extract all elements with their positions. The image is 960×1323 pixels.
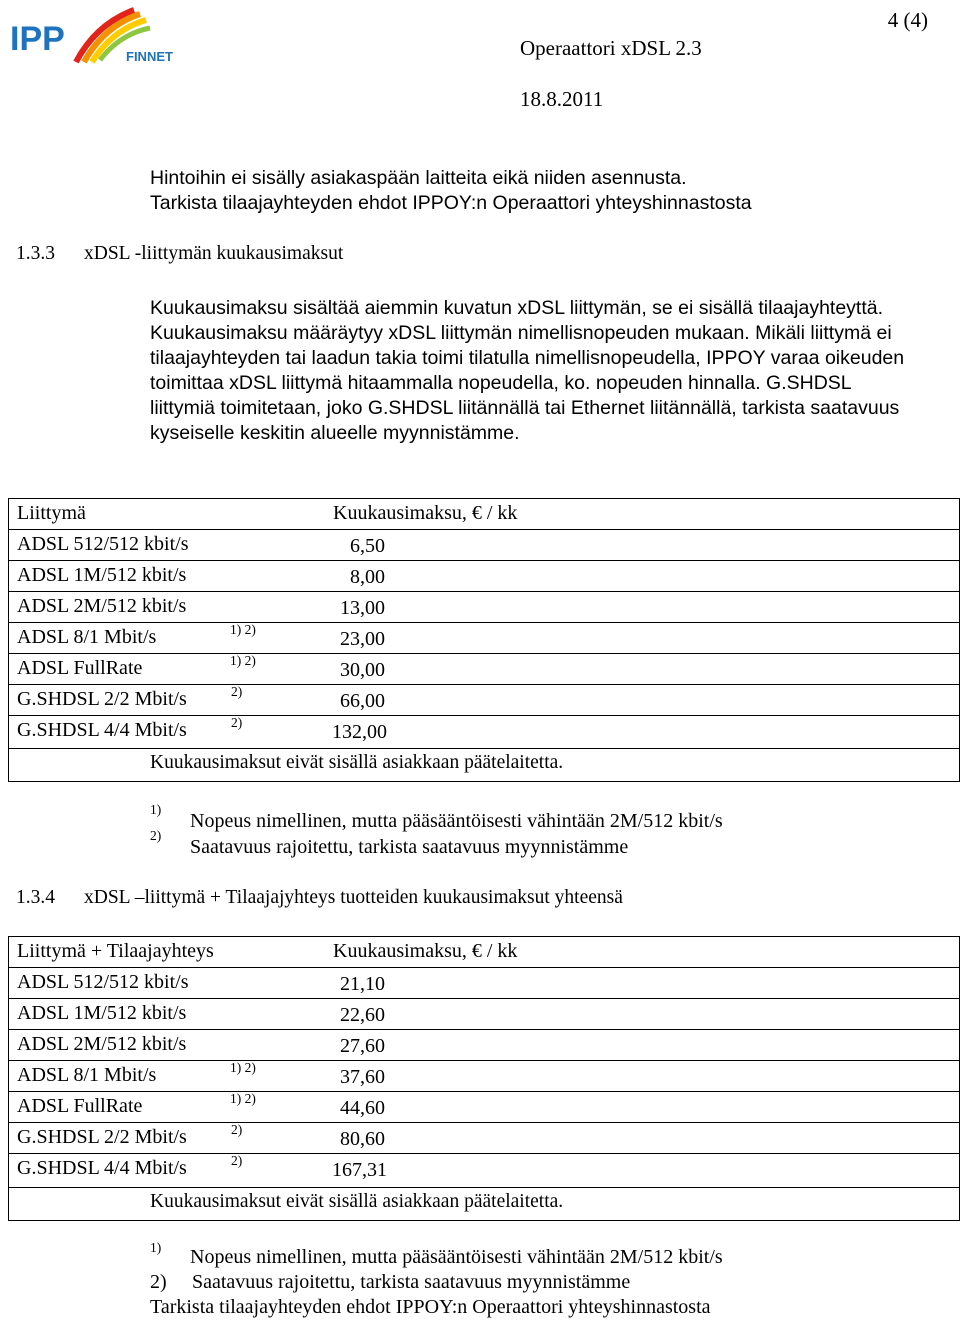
table-row [9,684,959,715]
price-table-xdsl [8,498,960,782]
table-header-row [9,936,959,967]
row-footnote-mark: 2) [231,1122,243,1137]
row-name: G.SHDSL 4/4 Mbit/s [17,719,187,741]
price-table-xdsl-with-line [8,936,960,1221]
row-name: ADSL 8/1 Mbit/s [17,1064,157,1086]
ipp-finnet-logo [6,4,176,66]
page-number: 4 (4) [887,8,928,32]
table-note: Kuukausimaksut eivät sisällä asiakkaan päätelaitetta. [150,752,564,773]
table-note: Kuukausimaksut eivät sisällä asiakkaan päätelaitetta. [150,1191,564,1212]
row-footnote-mark: 1) 2) [230,653,256,668]
row-name: ADSL 2M/512 kbit/s [17,595,187,617]
table-header-row [9,498,959,529]
table-row [9,967,959,998]
footnote-mark: 2) [150,828,162,843]
table-row [9,591,959,622]
footnote-mark: 2) [150,1271,167,1293]
row-price: 13,00 [340,597,385,619]
paragraph-line: tilaajayhteyden tai laadun takia toimi tilatulla nimellisnopeudella, IPPOY varaa oikeuden [150,347,905,369]
footnote-text: Saatavuus rajoitettu, tarkista saatavuus myynnistämme [190,836,629,858]
paragraph-line: Kuukausimaksu sisältää aiemmin kuvatun xDSL liittymän, se ei sisällä tilaajayhteyttä. [150,297,884,319]
table-row [9,1122,959,1153]
row-footnote-mark: 1) 2) [230,1091,256,1106]
table-note-row [9,748,959,782]
row-footnote-mark: 2) [231,715,243,730]
row-footnote-mark: 1) 2) [230,1060,256,1075]
footnote-text: Nopeus nimellinen, mutta pääsääntöisesti vähintään 2M/512 kbit/s [190,1246,723,1268]
section-number: 1.3.4 [16,887,55,908]
row-footnote-mark: 2) [231,684,243,699]
logo-finnet-text: FINNET [126,49,173,64]
table-row [9,622,959,653]
row-price: 44,60 [340,1097,385,1119]
row-name: G.SHDSL 4/4 Mbit/s [17,1157,187,1179]
row-name: ADSL FullRate [17,1095,143,1117]
column-header: Liittymä [17,502,86,524]
footnote-mark: 1) [150,1240,162,1255]
row-price: 8,00 [350,566,385,588]
row-price: 27,60 [340,1035,385,1057]
row-footnote-mark: 1) 2) [230,622,256,637]
column-header: Kuukausimaksu, € / kk [333,502,518,524]
row-name: ADSL 8/1 Mbit/s [17,626,157,648]
row-price: 167,31 [332,1159,387,1181]
document-title: Operaattori xDSL 2.3 [520,36,702,60]
row-name: G.SHDSL 2/2 Mbit/s [17,688,187,710]
table-row [9,998,959,1029]
row-price: 21,10 [340,973,385,995]
row-name: G.SHDSL 2/2 Mbit/s [17,1126,187,1148]
paragraph-line: toimittaa xDSL liittymä hitaammalla nopeudella, ko. nopeuden hinnalla. G.SHDSL [150,372,852,394]
paragraph-line: liittymiä toimitetaan, joko G.SHDSL liitännällä tai Ethernet liitännällä, tarkista saatavuus [150,397,900,419]
row-name: ADSL FullRate [17,657,143,679]
row-price: 22,60 [340,1004,385,1026]
table-row [9,560,959,591]
row-name: ADSL 2M/512 kbit/s [17,1033,187,1055]
footnote-text: Nopeus nimellinen, mutta pääsääntöisesti vähintään 2M/512 kbit/s [190,810,723,832]
table-row [9,653,959,684]
document-date: 18.8.2011 [520,87,604,111]
section-title: xDSL -liittymän kuukausimaksut [84,243,344,264]
section-title: xDSL –liittymä + Tilaajajyhteys tuotteiden kuukausimaksut yhteensä [84,887,623,908]
table-row [9,1091,959,1122]
row-price: 30,00 [340,659,385,681]
table-row [9,1029,959,1060]
table-row [9,715,959,748]
table-row [9,1153,959,1187]
footnote-mark: 1) [150,802,162,817]
section-number: 1.3.3 [16,243,55,264]
closing-line: Tarkista tilaajayhteyden ehdot IPPOY:n Operaattori yhteyshinnastosta [150,1296,711,1318]
row-price: 132,00 [332,721,387,743]
table-row [9,529,959,560]
row-name: ADSL 512/512 kbit/s [17,971,189,993]
row-name: ADSL 1M/512 kbit/s [17,564,187,586]
row-name: ADSL 1M/512 kbit/s [17,1002,187,1024]
table-note-row [9,1187,959,1221]
logo-ipp-text: IPP [10,20,65,58]
intro-line: Tarkista tilaajayhteyden ehdot IPPOY:n Operaattori yhteyshinnastosta [150,192,752,214]
row-price: 23,00 [340,628,385,650]
row-footnote-mark: 2) [231,1153,243,1168]
row-price: 6,50 [350,535,385,557]
footnote-text: Saatavuus rajoitettu, tarkista saatavuus myynnistämme [192,1271,631,1293]
column-header: Liittymä + Tilaajayhteys [17,940,214,962]
paragraph-line: Kuukausimaksu määräytyy xDSL liittymän nimellisnopeuden mukaan. Mikäli liittymä ei [150,322,892,344]
table-row [9,1060,959,1091]
column-header: Kuukausimaksu, € / kk [333,940,518,962]
paragraph-line: kyseiselle keskitin alueelle myynnistämme. [150,422,520,444]
row-price: 66,00 [340,690,385,712]
row-name: ADSL 512/512 kbit/s [17,533,189,555]
intro-line: Hintoihin ei sisälly asiakaspään laitteita eikä niiden asennusta. [150,167,687,189]
row-price: 37,60 [340,1066,385,1088]
row-price: 80,60 [340,1128,385,1150]
